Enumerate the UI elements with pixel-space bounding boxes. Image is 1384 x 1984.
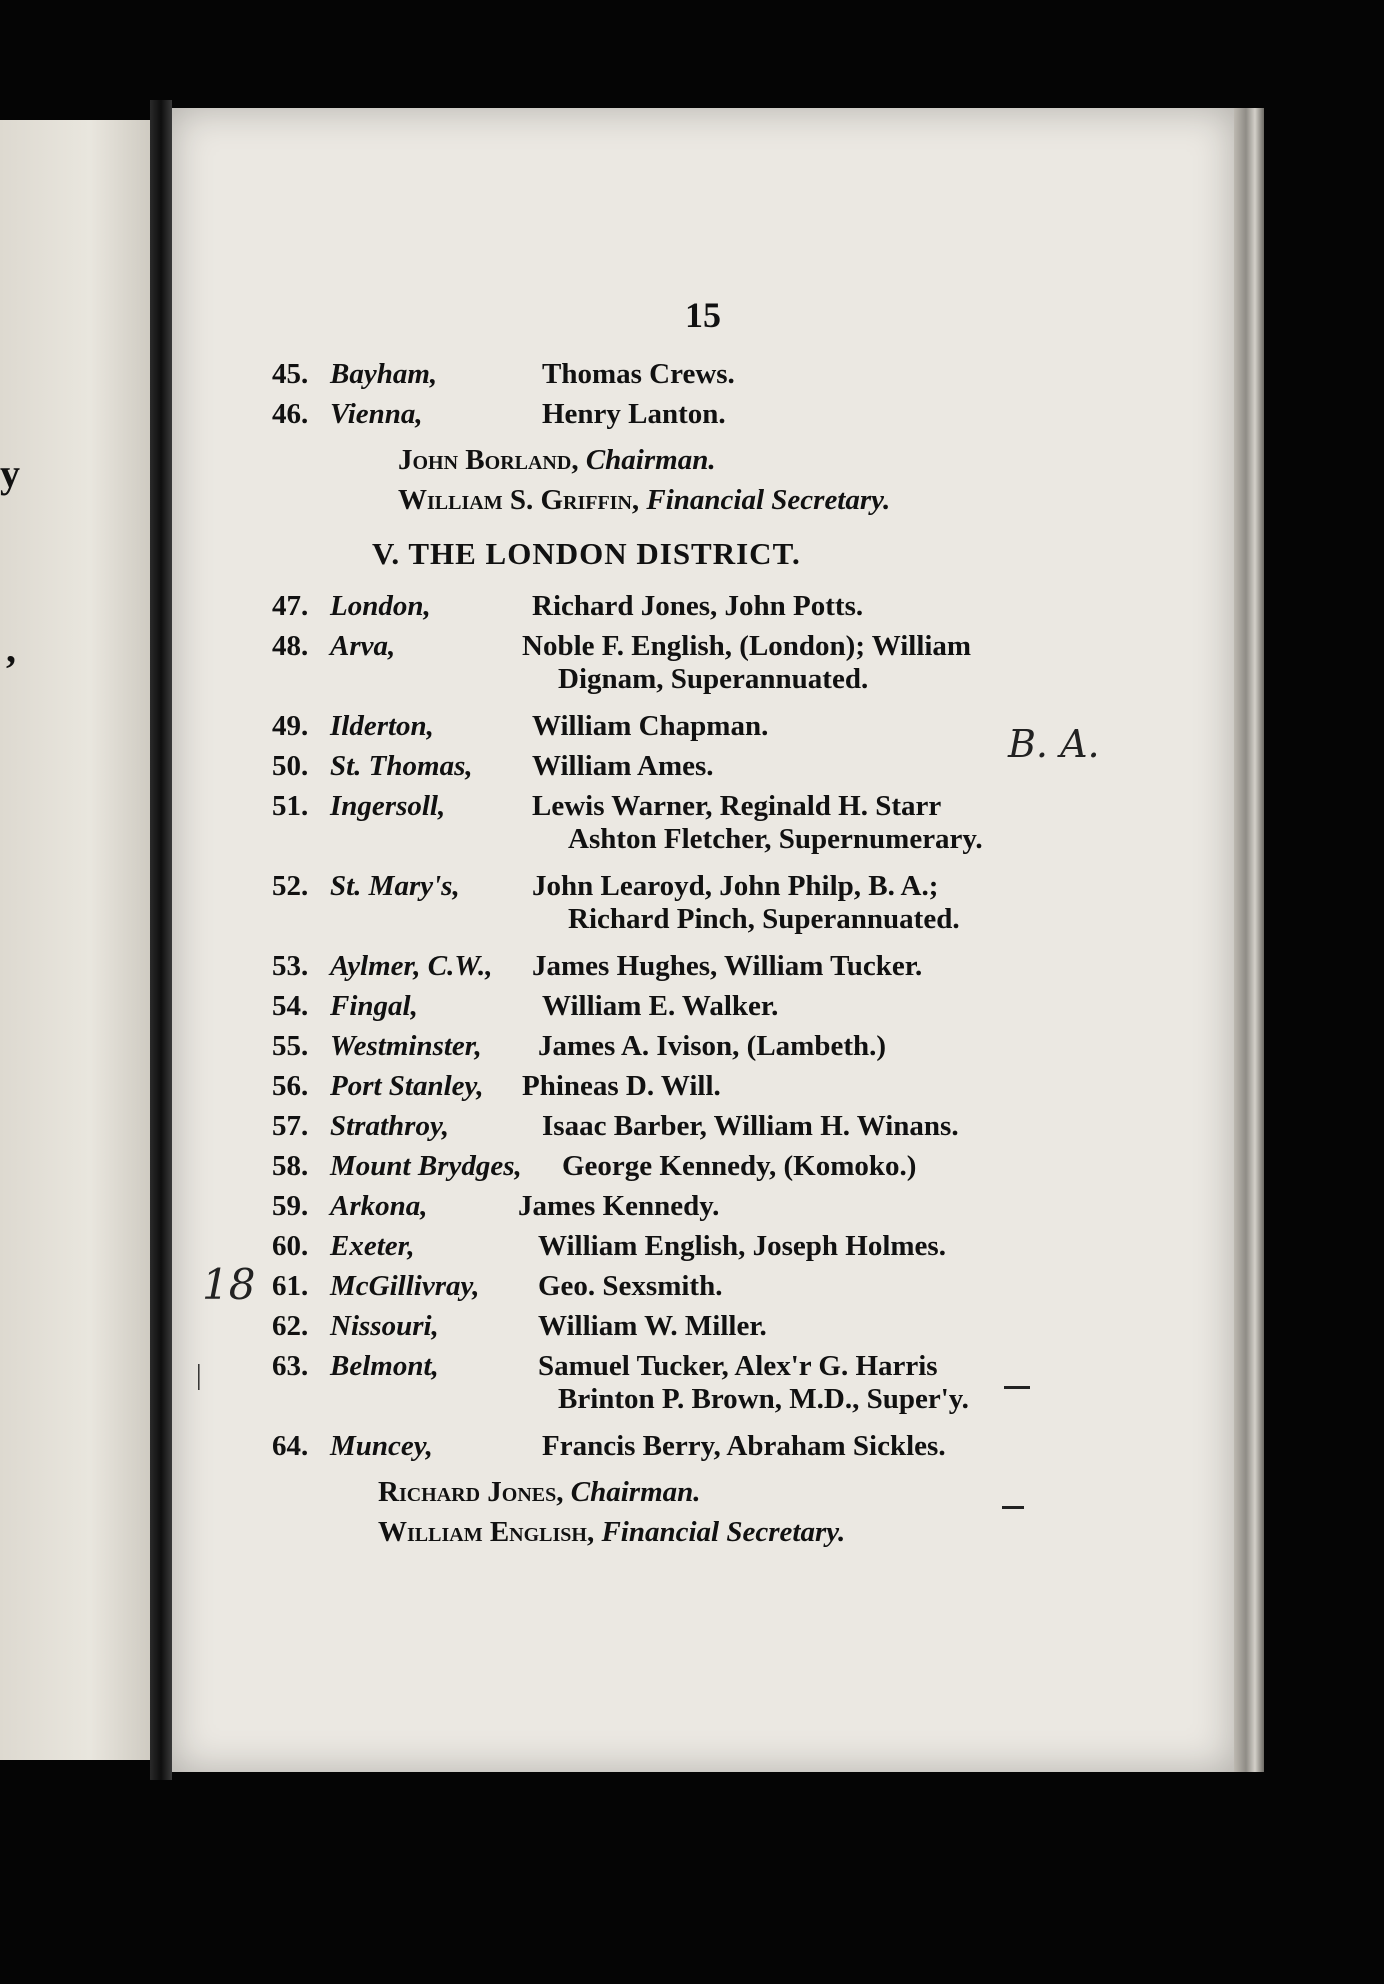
entry-ministers: Richard Jones, John Potts.	[532, 590, 864, 622]
handwritten-margin-number: 18	[202, 1260, 256, 1309]
entry-number: 60.	[272, 1230, 309, 1262]
circuit-entry	[272, 1150, 1212, 1190]
circuit-entry	[272, 790, 1212, 870]
entry-place: Belmont,	[330, 1350, 439, 1382]
entry-ministers: Thomas Crews.	[542, 358, 735, 390]
circuit-entry	[272, 990, 1212, 1030]
entry-ministers: George Kennedy, (Komoko.)	[562, 1150, 917, 1182]
entry-ministers: Phineas D. Will.	[522, 1070, 721, 1102]
entry-place: Ingersoll,	[330, 790, 446, 822]
entry-number: 47.	[272, 590, 309, 622]
entry-place: Arkona,	[330, 1190, 428, 1222]
page-number: 15	[685, 295, 721, 335]
circuit-entry	[272, 1310, 1212, 1350]
entry-number: 59.	[272, 1190, 309, 1222]
handwritten-dash	[1002, 1506, 1024, 1509]
circuit-entry	[272, 1110, 1212, 1150]
entry-place: Vienna,	[330, 398, 423, 430]
entry-place: Nissouri,	[330, 1310, 439, 1342]
entry-number: 62.	[272, 1310, 309, 1342]
entry-place: Strathroy,	[330, 1110, 449, 1142]
entry-ministers-continuation: Dignam, Superannuated.	[558, 663, 869, 695]
circuit-entry	[272, 1190, 1212, 1230]
entry-ministers: William English, Joseph Holmes.	[538, 1230, 946, 1262]
entry-place: St. Mary's,	[330, 870, 460, 902]
entry-number: 56.	[272, 1070, 309, 1102]
entry-ministers: Geo. Sexsmith.	[538, 1270, 723, 1302]
entry-number: 48.	[272, 630, 309, 662]
district-heading: V. THE LONDON DISTRICT.	[372, 536, 801, 571]
entry-ministers: Henry Lanton.	[542, 398, 726, 430]
entry-number: 55.	[272, 1030, 309, 1062]
handwritten-ba-annotation: B. A.	[1008, 722, 1100, 766]
page-edge	[1234, 108, 1264, 1772]
left-page-fragment	[0, 120, 150, 1760]
entry-place: Bayham,	[330, 358, 438, 390]
entry-place: Fingal,	[330, 990, 418, 1022]
entry-ministers-line: Samuel Tucker, Alex'r G. Harris	[538, 1350, 938, 1382]
entry-place: London,	[330, 590, 431, 622]
officer-name: Richard Jones,	[378, 1476, 564, 1508]
entry-ministers-line: Noble F. English, (London); William	[522, 630, 972, 662]
entry-place: Exeter,	[330, 1230, 415, 1262]
circuit-entry	[272, 870, 1212, 950]
officer-role: Financial Secretary.	[646, 484, 891, 516]
entry-number: 63.	[272, 1350, 309, 1382]
entry-ministers: James Hughes, William Tucker.	[532, 950, 923, 982]
officer-role: Financial Secretary.	[601, 1516, 846, 1548]
entry-number: 61.	[272, 1270, 309, 1302]
entry-ministers	[522, 630, 1082, 696]
entry-number: 49.	[272, 710, 309, 742]
financial-secretary-line	[272, 484, 1212, 524]
entry-number: 64.	[272, 1430, 309, 1462]
entry-ministers-continuation: Richard Pinch, Superannuated.	[568, 903, 960, 935]
entry-ministers	[538, 1350, 1138, 1416]
entry-number: 46.	[272, 398, 309, 430]
entry-ministers: William E. Walker.	[542, 990, 779, 1022]
entry-ministers	[532, 870, 1092, 936]
circuit-entry	[272, 358, 1212, 398]
entry-ministers: William W. Miller.	[538, 1310, 767, 1342]
left-page-comma: ,	[6, 626, 16, 671]
circuit-list	[272, 358, 1212, 1556]
circuit-entry	[272, 1230, 1212, 1270]
entry-ministers-line: John Learoyd, John Philp, B. A.;	[532, 870, 939, 902]
officer-name: William S. Griffin,	[398, 484, 640, 516]
entry-number: 54.	[272, 990, 309, 1022]
entry-ministers	[532, 790, 1092, 856]
entry-number: 51.	[272, 790, 309, 822]
entry-place: Arva,	[330, 630, 396, 662]
chairman-line	[272, 1476, 1212, 1516]
entry-ministers: James Kennedy.	[518, 1190, 720, 1222]
handwritten-dash	[1004, 1386, 1030, 1389]
circuit-entry	[272, 1430, 1212, 1470]
officer-name: William English,	[378, 1516, 595, 1548]
book-page	[172, 108, 1234, 1772]
entry-place: Mount Brydges,	[330, 1150, 522, 1182]
entry-ministers-continuation: Ashton Fletcher, Supernumerary.	[568, 823, 983, 855]
entry-number: 53.	[272, 950, 309, 982]
entry-place: St. Thomas,	[330, 750, 473, 782]
circuit-entry	[272, 630, 1212, 710]
circuit-entry	[272, 398, 1212, 438]
entry-number: 52.	[272, 870, 309, 902]
entry-ministers-line: Lewis Warner, Reginald H. Starr	[532, 790, 942, 822]
entry-number: 57.	[272, 1110, 309, 1142]
entry-place: McGillivray,	[330, 1270, 480, 1302]
chairman-line	[272, 444, 1212, 484]
entry-number: 58.	[272, 1150, 309, 1182]
circuit-entry	[272, 1070, 1212, 1110]
entry-place: Westminster,	[330, 1030, 482, 1062]
pencil-tick-mark: |	[196, 1360, 202, 1391]
circuit-entry	[272, 1350, 1212, 1430]
book-gutter	[150, 100, 172, 1780]
officer-name: John Borland,	[398, 444, 579, 476]
entry-number: 45.	[272, 358, 309, 390]
financial-secretary-line	[272, 1516, 1212, 1556]
entry-ministers: William Chapman.	[532, 710, 769, 742]
circuit-entry	[272, 1030, 1212, 1070]
entry-ministers: William Ames.	[532, 750, 714, 782]
circuit-entry	[272, 950, 1212, 990]
left-page-letter: y	[0, 451, 20, 496]
circuit-entry	[272, 1270, 1212, 1310]
entry-number: 50.	[272, 750, 309, 782]
entry-place: Aylmer, C.W.,	[330, 950, 493, 982]
officer-role: Chairman.	[570, 1476, 701, 1508]
entry-place: Muncey,	[330, 1430, 433, 1462]
entry-ministers: Isaac Barber, William H. Winans.	[542, 1110, 959, 1142]
entry-place: Port Stanley,	[330, 1070, 484, 1102]
entry-ministers: Francis Berry, Abraham Sickles.	[542, 1430, 946, 1462]
officer-role: Chairman.	[585, 444, 716, 476]
entry-ministers: James A. Ivison, (Lambeth.)	[538, 1030, 887, 1062]
entry-ministers-continuation: Brinton P. Brown, M.D., Super'y.	[558, 1383, 969, 1415]
circuit-entry	[272, 590, 1212, 630]
entry-place: Ilderton,	[330, 710, 434, 742]
